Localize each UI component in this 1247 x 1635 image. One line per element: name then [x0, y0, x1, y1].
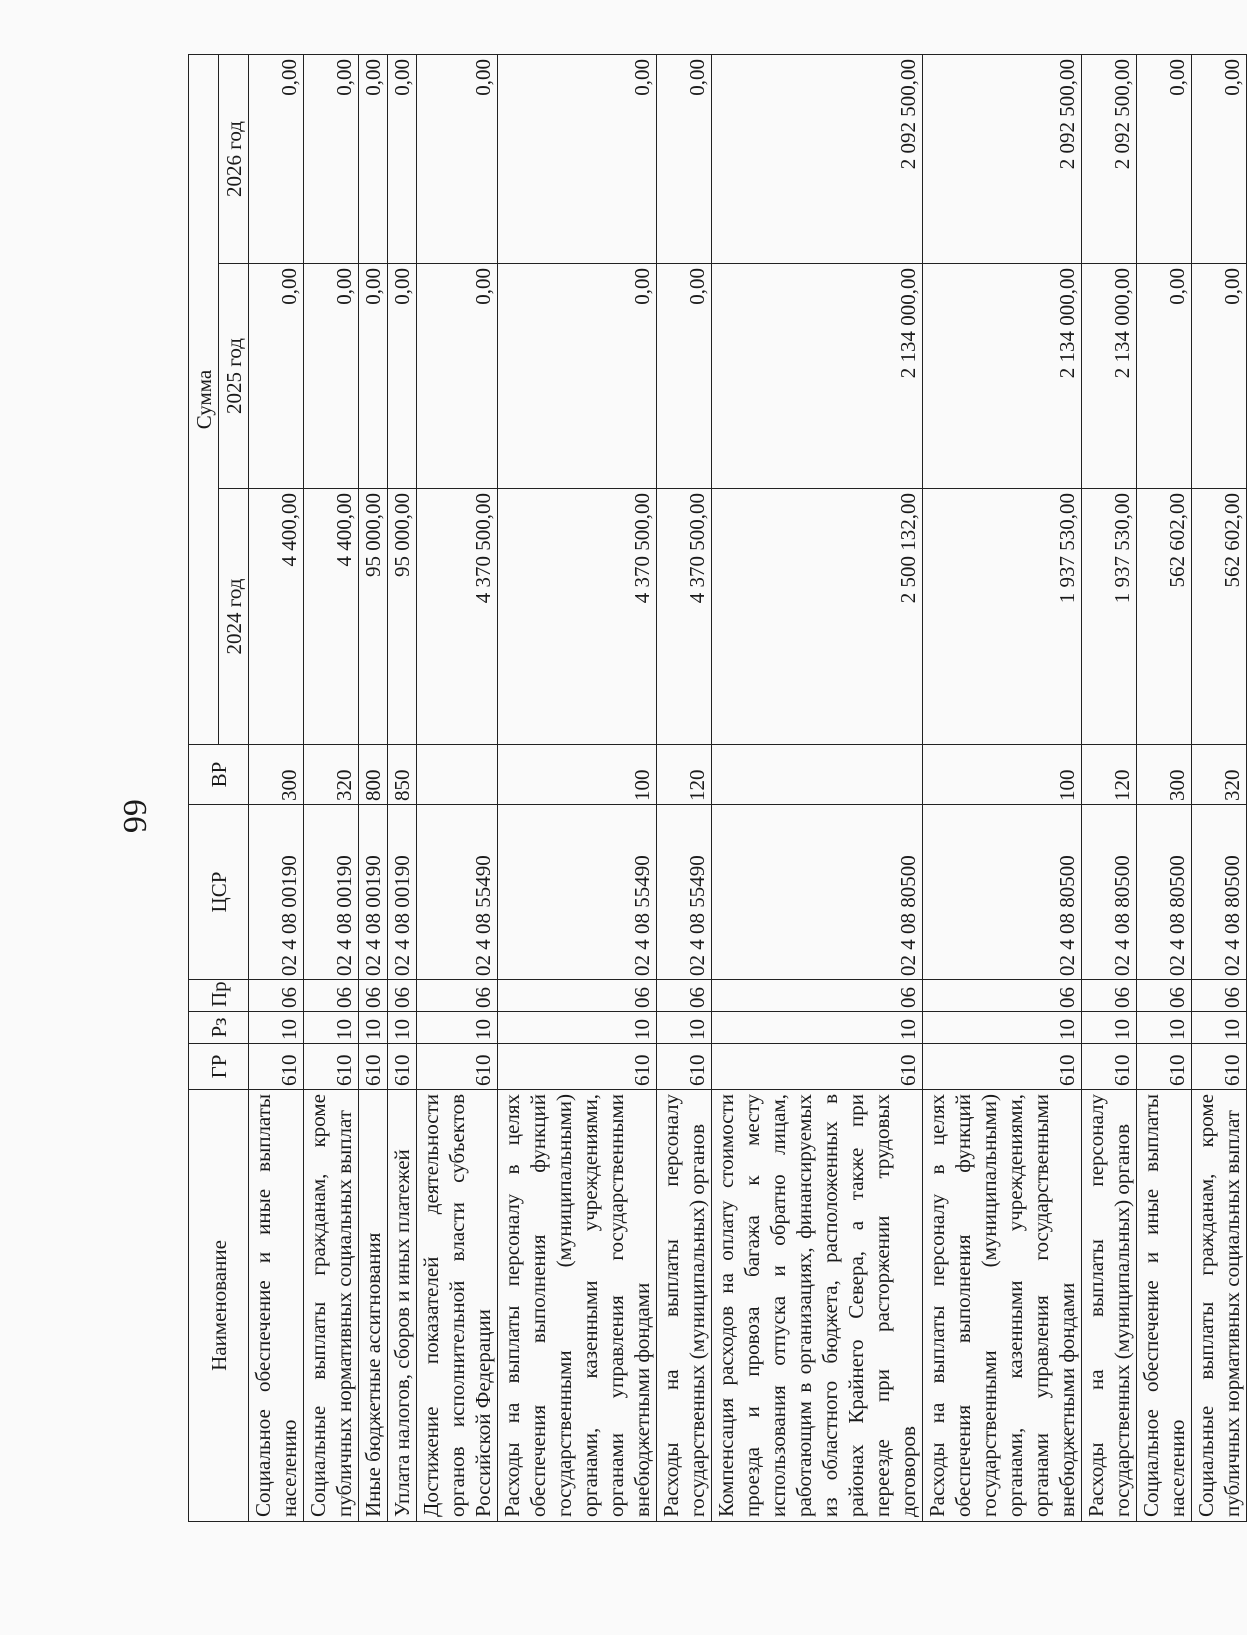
row-name: Уплата налогов, сборов и иных платежей: [388, 1090, 417, 1522]
row-rz: 10: [712, 1012, 923, 1044]
row-sum-2025: 0,00: [249, 264, 304, 489]
row-pr: 06: [359, 980, 388, 1012]
row-sum-2024: 95 000,00: [359, 489, 388, 745]
row-vr: [712, 745, 923, 805]
table-row: [1082, 54, 1137, 1521]
row-name: Расходы на выплаты персоналу государственных (муниципальных) органов: [1082, 1090, 1137, 1522]
row-rz: 10: [923, 1012, 1082, 1044]
row-gr: 610: [498, 1044, 657, 1090]
row-name: Расходы на выплаты персоналу в целях обеспечения выполнения функций государственными (муниципальными) органами, казенными учреждениями, органами управления государственными внебюджетными фондами: [923, 1090, 1082, 1522]
row-sum-2026: 0,00: [498, 54, 657, 263]
budget-table: [188, 54, 1247, 1522]
row-sum-2025: 2 134 000,00: [712, 264, 923, 489]
row-csr: 02 4 08 55490: [657, 805, 712, 980]
row-gr: 610: [359, 1044, 388, 1090]
row-sum-2025: 0,00: [498, 264, 657, 489]
table-row: [712, 54, 923, 1521]
row-sum-2025: 0,00: [417, 264, 498, 489]
row-sum-2025: 0,00: [657, 264, 712, 489]
header-rz: Рз: [189, 1012, 249, 1044]
table-row: [388, 54, 417, 1521]
row-sum-2026: 0,00: [249, 54, 304, 263]
row-sum-2024: 4 370 500,00: [417, 489, 498, 745]
row-sum-2025: 2 134 000,00: [923, 264, 1082, 489]
row-sum-2025: 0,00: [304, 264, 359, 489]
row-gr: 610: [304, 1044, 359, 1090]
row-gr: 610: [657, 1044, 712, 1090]
row-pr: 06: [1192, 980, 1247, 1012]
row-name: Социальное обеспечение и иные выплаты населению: [249, 1090, 304, 1522]
row-csr: 02 4 08 00190: [359, 805, 388, 980]
row-sum-2024: 562 602,00: [1192, 489, 1247, 745]
table-row: [657, 54, 712, 1521]
row-name: Иные бюджетные ассигнования: [359, 1090, 388, 1522]
row-csr: 02 4 08 00190: [249, 805, 304, 980]
row-sum-2024: 2 500 132,00: [712, 489, 923, 745]
row-rz: 10: [417, 1012, 498, 1044]
row-vr: 120: [657, 745, 712, 805]
row-gr: 610: [388, 1044, 417, 1090]
row-name: Расходы на выплаты персоналу государственных (муниципальных) органов: [657, 1090, 712, 1522]
table-row: [359, 54, 388, 1521]
row-sum-2024: 1 937 530,00: [923, 489, 1082, 745]
row-rz: 10: [1082, 1012, 1137, 1044]
row-sum-2024: 4 370 500,00: [498, 489, 657, 745]
row-vr: 300: [1137, 745, 1192, 805]
header-year-2024: 2024 год: [219, 489, 249, 745]
row-csr: 02 4 08 55490: [498, 805, 657, 980]
row-sum-2026: 0,00: [1192, 54, 1247, 263]
header-csr: ЦСР: [189, 805, 249, 980]
row-csr: 02 4 08 80500: [1192, 805, 1247, 980]
row-rz: 10: [249, 1012, 304, 1044]
row-sum-2024: 4 400,00: [249, 489, 304, 745]
row-sum-2025: 0,00: [1192, 264, 1247, 489]
row-name: Социальные выплаты гражданам, кроме публичных нормативных социальных выплат: [1192, 1090, 1247, 1522]
header-year-2025: 2025 год: [219, 264, 249, 489]
row-sum-2026: 2 092 500,00: [712, 54, 923, 263]
row-sum-2026: 0,00: [359, 54, 388, 263]
row-sum-2024: 95 000,00: [388, 489, 417, 745]
row-rz: 10: [498, 1012, 657, 1044]
row-gr: 610: [923, 1044, 1082, 1090]
row-name: Достижение показателей деятельности органов исполнительной власти субъектов Российской Федерации: [417, 1090, 498, 1522]
row-csr: 02 4 08 80500: [1082, 805, 1137, 980]
row-pr: 06: [712, 980, 923, 1012]
row-name: Социальное обеспечение и иные выплаты населению: [1137, 1090, 1192, 1522]
row-vr: 120: [1082, 745, 1137, 805]
table-row: [923, 54, 1082, 1521]
table-row: [1137, 54, 1192, 1521]
row-csr: 02 4 08 55490: [417, 805, 498, 980]
header-gr: ГР: [189, 1044, 249, 1090]
row-rz: 10: [388, 1012, 417, 1044]
row-csr: 02 4 08 00190: [388, 805, 417, 980]
row-vr: 300: [249, 745, 304, 805]
row-sum-2026: 2 092 500,00: [1082, 54, 1137, 263]
row-sum-2025: 2 134 000,00: [1082, 264, 1137, 489]
row-sum-2024: 4 400,00: [304, 489, 359, 745]
row-rz: 10: [304, 1012, 359, 1044]
row-sum-2025: 0,00: [388, 264, 417, 489]
row-csr: 02 4 08 80500: [712, 805, 923, 980]
row-sum-2024: 1 937 530,00: [1082, 489, 1137, 745]
row-vr: 800: [359, 745, 388, 805]
row-gr: 610: [1137, 1044, 1192, 1090]
table-row: [1192, 54, 1247, 1521]
row-gr: 610: [1192, 1044, 1247, 1090]
row-name: Социальные выплаты гражданам, кроме публичных нормативных социальных выплат: [304, 1090, 359, 1522]
row-pr: 06: [498, 980, 657, 1012]
row-gr: 610: [712, 1044, 923, 1090]
row-vr: 850: [388, 745, 417, 805]
table-row: [304, 54, 359, 1521]
row-name: Расходы на выплаты персоналу в целях обеспечения выполнения функций государственными (муниципальными) органами, казенными учреждениями, органами управления государственными внебюджетными фондами: [498, 1090, 657, 1522]
row-vr: [417, 745, 498, 805]
row-sum-2026: 2 092 500,00: [923, 54, 1082, 263]
row-rz: 10: [657, 1012, 712, 1044]
row-pr: 06: [388, 980, 417, 1012]
budget-table-container: [188, 55, 1244, 1522]
row-name: Компенсация расходов на оплату стоимости проезда и провоза багажа к месту использования отпуска и обратно лицам, работающим в организациях, финансируемых из областного бюджета, расположенных в районах Крайнего Севера, а также при переезде при расторжении трудовых договоров: [712, 1090, 923, 1522]
row-vr: 320: [304, 745, 359, 805]
row-sum-2026: 0,00: [1137, 54, 1192, 263]
header-pr: Пр: [189, 980, 249, 1012]
table-row: [498, 54, 657, 1521]
row-sum-2024: 562 602,00: [1137, 489, 1192, 745]
row-gr: 610: [417, 1044, 498, 1090]
row-pr: 06: [417, 980, 498, 1012]
header-name: Наименование: [189, 1090, 249, 1522]
row-sum-2026: 0,00: [417, 54, 498, 263]
row-vr: 320: [1192, 745, 1247, 805]
row-pr: 06: [304, 980, 359, 1012]
row-sum-2026: 0,00: [388, 54, 417, 263]
row-csr: 02 4 08 80500: [923, 805, 1082, 980]
row-pr: 06: [249, 980, 304, 1012]
row-pr: 06: [1082, 980, 1137, 1012]
header-year-2026: 2026 год: [219, 54, 249, 263]
row-sum-2025: 0,00: [1137, 264, 1192, 489]
row-vr: 100: [923, 745, 1082, 805]
header-vr: ВР: [189, 745, 249, 805]
row-rz: 10: [1192, 1012, 1247, 1044]
row-csr: 02 4 08 80500: [1137, 805, 1192, 980]
row-vr: 100: [498, 745, 657, 805]
page-number: 66: [116, 799, 153, 833]
row-sum-2024: 4 370 500,00: [657, 489, 712, 745]
row-pr: 06: [1137, 980, 1192, 1012]
row-pr: 06: [657, 980, 712, 1012]
row-gr: 610: [249, 1044, 304, 1090]
header-sum: Сумма: [189, 54, 219, 744]
row-sum-2025: 0,00: [359, 264, 388, 489]
row-rz: 10: [359, 1012, 388, 1044]
row-gr: 610: [1082, 1044, 1137, 1090]
row-sum-2026: 0,00: [657, 54, 712, 263]
table-row: [249, 54, 304, 1521]
row-rz: 10: [1137, 1012, 1192, 1044]
row-pr: 06: [923, 980, 1082, 1012]
row-sum-2026: 0,00: [304, 54, 359, 263]
table-row: [417, 54, 498, 1521]
row-csr: 02 4 08 00190: [304, 805, 359, 980]
